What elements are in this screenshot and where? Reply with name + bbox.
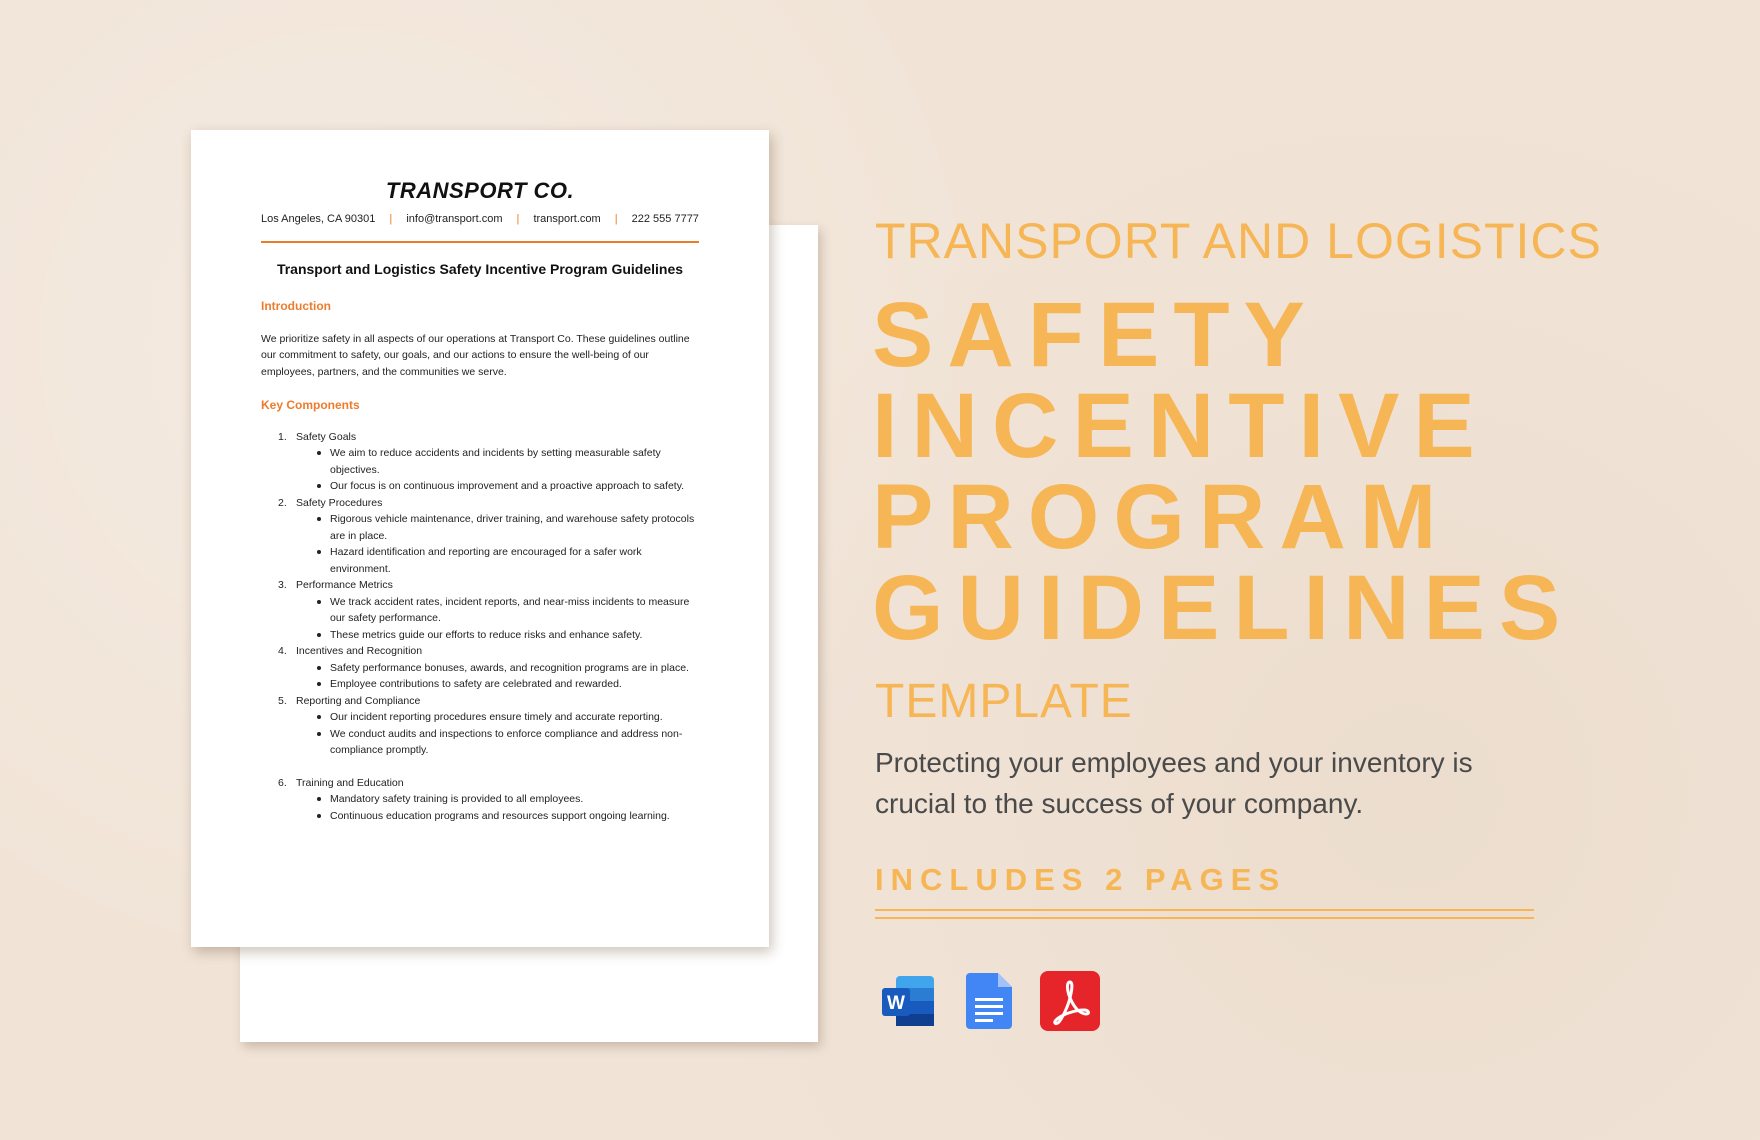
headline-line: GUIDELINES bbox=[872, 557, 1575, 659]
google-docs-icon[interactable] bbox=[960, 970, 1020, 1032]
bullet-list bbox=[296, 594, 699, 644]
intro-paragraph: We prioritize safety in all aspects of our operations at Transport Co. These guidelines outline our commitment to safety, our goals, and our actions to ensure the well-being of our employees, partners, and the communities we serve. bbox=[261, 332, 690, 378]
list-item-number: 1. bbox=[278, 430, 287, 443]
bullet-item: We aim to reduce accidents and incidents by setting measurable safety objectives. bbox=[330, 445, 699, 478]
list-item-label: Incentives and Recognition bbox=[296, 645, 423, 657]
headline-line: SAFETY bbox=[872, 284, 1319, 386]
bullet-item: Hazard identification and reporting are encouraged for a safer work environment. bbox=[330, 544, 699, 577]
bullet-list bbox=[296, 660, 699, 693]
intro-heading: Introduction bbox=[261, 299, 331, 313]
list-item bbox=[261, 643, 699, 693]
document-body bbox=[261, 298, 699, 824]
includes-pages-label: INCLUDES 2 PAGES bbox=[875, 862, 1287, 897]
list-item-label: Safety Goals bbox=[296, 430, 357, 443]
contact-address: Los Angeles, CA 90301 bbox=[261, 213, 376, 225]
components-heading: Key Components bbox=[261, 398, 360, 412]
list-item-number: 3. bbox=[278, 579, 287, 591]
includes-rule-bottom bbox=[875, 917, 1534, 919]
promo-headline bbox=[872, 284, 1672, 659]
headline-line: PROGRAM bbox=[872, 466, 1451, 568]
list-item bbox=[261, 693, 699, 759]
document-title: Transport and Logistics Safety Incentive Program Guidelines bbox=[276, 261, 684, 277]
list-item-number: 2. bbox=[278, 496, 287, 509]
bullet-list bbox=[296, 511, 699, 577]
includes-rule-top bbox=[875, 909, 1534, 911]
bullet-item: Safety performance bonuses, awards, and recognition programs are in place. bbox=[330, 660, 699, 677]
bullet-item: Continuous education programs and resources support ongoing learning. bbox=[330, 808, 699, 825]
bullet-item: Our focus is on continuous improvement and a proactive approach to safety. bbox=[330, 478, 699, 495]
contact-separator: | bbox=[516, 213, 520, 225]
list-item bbox=[261, 429, 699, 495]
contact-separator: | bbox=[614, 213, 618, 225]
headline-line: INCENTIVE bbox=[872, 375, 1489, 477]
pdf-icon[interactable] bbox=[1040, 970, 1100, 1032]
bullet-list bbox=[296, 791, 699, 824]
bullet-item: Rigorous vehicle maintenance, driver training, and warehouse safety protocols are in place. bbox=[330, 511, 699, 544]
company-name: TRANSPORT CO. bbox=[385, 178, 575, 203]
bullet-item: We conduct audits and inspections to enforce compliance and address non-compliance promptly. bbox=[330, 726, 699, 759]
bullet-item: Employee contributions to safety are celebrated and rewarded. bbox=[330, 676, 699, 693]
header-divider bbox=[261, 241, 699, 243]
list-item-number: 5. bbox=[278, 694, 287, 707]
promo-kicker: TRANSPORT AND LOGISTICS bbox=[875, 213, 1602, 269]
list-item bbox=[261, 577, 699, 643]
list-item-number: 6. bbox=[278, 776, 287, 789]
format-icons bbox=[880, 970, 1100, 1032]
bullet-item: Mandatory safety training is provided to all employees. bbox=[330, 791, 699, 808]
bullet-list bbox=[296, 445, 699, 495]
bullet-item: These metrics guide our efforts to reduce risks and enhance safety. bbox=[330, 627, 699, 644]
contact-website: transport.com bbox=[533, 213, 601, 225]
promo-sub-kicker: TEMPLATE bbox=[875, 675, 1133, 728]
promo-description: Protecting your employees and your inventory is crucial to the success of your company. bbox=[875, 747, 1473, 819]
word-icon-letter: W bbox=[887, 993, 905, 1014]
word-icon[interactable] bbox=[880, 970, 940, 1032]
list-item-number: 4. bbox=[278, 645, 287, 657]
contact-email: info@transport.com bbox=[406, 213, 503, 225]
bullet-list bbox=[296, 709, 699, 759]
list-item-label: Performance Metrics bbox=[296, 579, 393, 591]
list-item bbox=[261, 495, 699, 578]
components-list bbox=[261, 429, 699, 825]
list-item-label: Safety Procedures bbox=[296, 496, 383, 509]
bullet-item: Our incident reporting procedures ensure timely and accurate reporting. bbox=[330, 709, 699, 726]
list-item bbox=[261, 775, 699, 825]
contact-phone: 222 555 7777 bbox=[631, 213, 699, 225]
list-item-label: Reporting and Compliance bbox=[296, 694, 421, 707]
contact-separator: | bbox=[389, 213, 393, 225]
contact-line bbox=[261, 213, 699, 225]
front-page-sheet bbox=[191, 130, 769, 947]
list-item-label: Training and Education bbox=[296, 776, 404, 789]
bullet-item: We track accident rates, incident reports, and near-miss incidents to measure our safety performance. bbox=[330, 594, 699, 627]
